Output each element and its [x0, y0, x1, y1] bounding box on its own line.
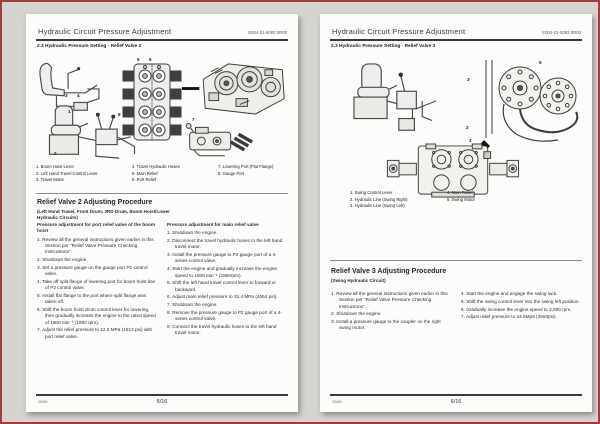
procedure-column-2 — [167, 222, 289, 338]
column-heading: Pressure adjustment for main relief valve — [167, 222, 259, 227]
procedure-step: 6. Adjust main relief pressure to 31.4 MPa (4554 psi). — [167, 294, 278, 300]
procedure-column-1 — [331, 291, 452, 333]
divider-rule — [36, 193, 288, 194]
procedure-step: 5. Shift the swing control lever into the swing left position. — [461, 298, 580, 304]
diagram-callout: 7 — [192, 117, 195, 122]
procedure-subtitle: (Swing Hydraulic Circuit) — [331, 278, 386, 283]
procedure-column-2 — [461, 291, 583, 322]
divider-rule — [330, 260, 582, 261]
diagram-callout: 4 — [77, 93, 80, 98]
legend-item: 2. Hydraulic Line (Swing Right) — [350, 196, 408, 202]
page-header-title: Hydraulic Circuit Pressure Adjustment — [38, 27, 172, 36]
relief-valve-2-diagram — [34, 58, 290, 164]
legend-item: 6. Port Relief — [132, 177, 157, 182]
legend-item: 7. Lowering Port (Flat Flange) — [218, 164, 274, 169]
diagram-callout: 1 — [400, 73, 403, 78]
procedure-step: 7. Shutdown the engine. — [167, 302, 218, 308]
procedure-step: 3. Install a pressure gauge to the coupler on the right swing motor. — [331, 319, 441, 331]
legend-item: 4. Travel Hydraulic Hoses — [132, 164, 180, 169]
diagram-callout: 3 — [65, 93, 68, 98]
diagram-callout: 8 — [118, 112, 121, 117]
legend-item: 5. Swing Motor — [447, 196, 475, 202]
diagram-legend-col2 — [132, 164, 212, 184]
diagram-callout: 1 — [68, 109, 71, 114]
footer-rule — [36, 394, 288, 396]
procedure-step: 2. Disconnect the travel hydraulic hoses to the left hand travel motor. — [167, 238, 283, 250]
diagram-callout: 5 — [137, 57, 140, 62]
legend-item: 1. Boom Hoist Lever — [36, 164, 74, 169]
procedure-step: 4. Start the engine and gradually increase the engine speed to 1800 min⁻¹ (1800rpm). — [167, 266, 277, 278]
section-title: 2.3 Hydraulic Pressure Setting - Relief Valve 2 — [37, 44, 142, 49]
legend-item: 5. Main Relief — [132, 170, 158, 176]
column-heading: Pressure adjustment for port relief valve of the boom hoist — [37, 222, 155, 234]
procedure-step: 3. Set a pressure gauge on the gauge port P2 control valve. — [37, 264, 148, 277]
procedure-step: 6. Shift the boom hoist drum control lever for lowering, then gradually increase the engine to the rated speed of 1800 min⁻¹ (1800 rpm). — [37, 307, 156, 325]
diagram-callout: 3 — [467, 77, 470, 82]
procedure-step: 4. Start the engine and engage the swing lock. — [461, 291, 558, 296]
procedure-step: 8. Remove the pressure gauge to P2 gauge port of a 4-series control valve. — [167, 310, 282, 322]
footer-code: GN01 — [38, 400, 48, 404]
footer-code: GN01 — [332, 400, 342, 404]
procedure-subtitle: (Left Hand Travel, Front Drum, 3RD Drum, Boom Hoist/Lower Hydraulic Circuits) — [37, 209, 170, 220]
procedure-step: 2. Shutdown the engine. — [331, 311, 382, 317]
procedure-step: 5. Shift the left hand travel control lever to forward or backward. — [167, 280, 276, 292]
diagram-legend-col2 — [447, 190, 527, 203]
procedure-step: 5. Install flat flange to the port where split flange was taken off. — [37, 292, 146, 305]
operator-seat-illustration — [340, 62, 442, 140]
legend-item: 3. Hydraulic Line (Swing Left) — [350, 203, 405, 208]
diagram-legend-col1 — [350, 190, 442, 210]
relief-valve-3-diagram — [328, 60, 584, 198]
procedure-step: 1. Shutdown the engine. — [167, 230, 218, 236]
legend-item: 4. Main Relief — [447, 190, 473, 195]
procedure-step: 6. Gradually increase the engine speed to 2,000 rpm. — [461, 306, 572, 312]
manual-page-right — [320, 14, 592, 412]
procedure-step: 3. Install the pressure gauge to P2 gauge port of a 4-series control valve. — [167, 252, 277, 264]
legend-item: 2. Left Hand Travel Control Lever — [36, 170, 98, 176]
procedure-step: 2. Shutdown the engine. — [37, 256, 88, 262]
legend-item: 8. Gauge Port — [218, 170, 245, 176]
diagram-callout: 2 — [54, 151, 57, 156]
page-header-title: Hydraulic Circuit Pressure Adjustment — [332, 27, 466, 36]
diagram-callout: 5 — [539, 60, 542, 65]
footer-rule — [330, 394, 582, 396]
legend-item: 1. Swing Control Lever — [350, 190, 393, 195]
legend-item: 3. Travel Motor — [36, 177, 64, 182]
control-valve-illustration — [174, 122, 260, 164]
diagram-callout: 2 — [466, 125, 469, 130]
procedure-title: Relief Valve 2 Adjusting Procedure — [37, 199, 153, 206]
procedure-step: 7. Adjust relief pressure to 24.5Mpa (3553psi). — [461, 314, 557, 320]
diagram-callout: 6 — [149, 57, 152, 62]
page-header-code: E004-01-5082.0R00 — [248, 30, 287, 35]
header-rule — [36, 39, 288, 41]
procedure-step: 1. Review all the general instructions given earlier in this Section per "Relief Valve Pressure Checking Instructions". — [331, 291, 448, 309]
procedure-column-1 — [37, 222, 158, 342]
winch-assembly-illustration — [182, 58, 290, 120]
procedure-step: 4. Take off split flange of lowering port for boom hoist line of P2 control valve. — [37, 278, 156, 291]
procedure-step: 7. Adjust the relief pressure to 12.5 MPa (1813 psi) with port relief valve. — [37, 327, 153, 339]
footer-page-number: 6/16 — [450, 399, 462, 405]
footer-page-number: 5/16 — [156, 399, 168, 405]
procedure-step: 1. Review all the general instructions given earlier in this Section per "Relief Valve Pressure Checking Instructions". — [37, 236, 154, 255]
header-rule — [330, 39, 582, 41]
diagram-callout: 4 — [469, 138, 472, 143]
diagram-legend-col1 — [36, 164, 128, 184]
procedure-step: 9. Connect the travel hydraulic hoses to the left hand travel motor. — [167, 324, 277, 336]
page-header-code: E004-01-5082.0R00 — [542, 30, 581, 35]
diagram-legend-col3 — [218, 164, 290, 177]
procedure-title: Relief Valve 3 Adjusting Procedure — [331, 268, 447, 275]
manual-page-left — [26, 14, 298, 412]
section-title: 2.3 Hydraulic Pressure Setting - Relief Valve 3 — [331, 44, 436, 49]
